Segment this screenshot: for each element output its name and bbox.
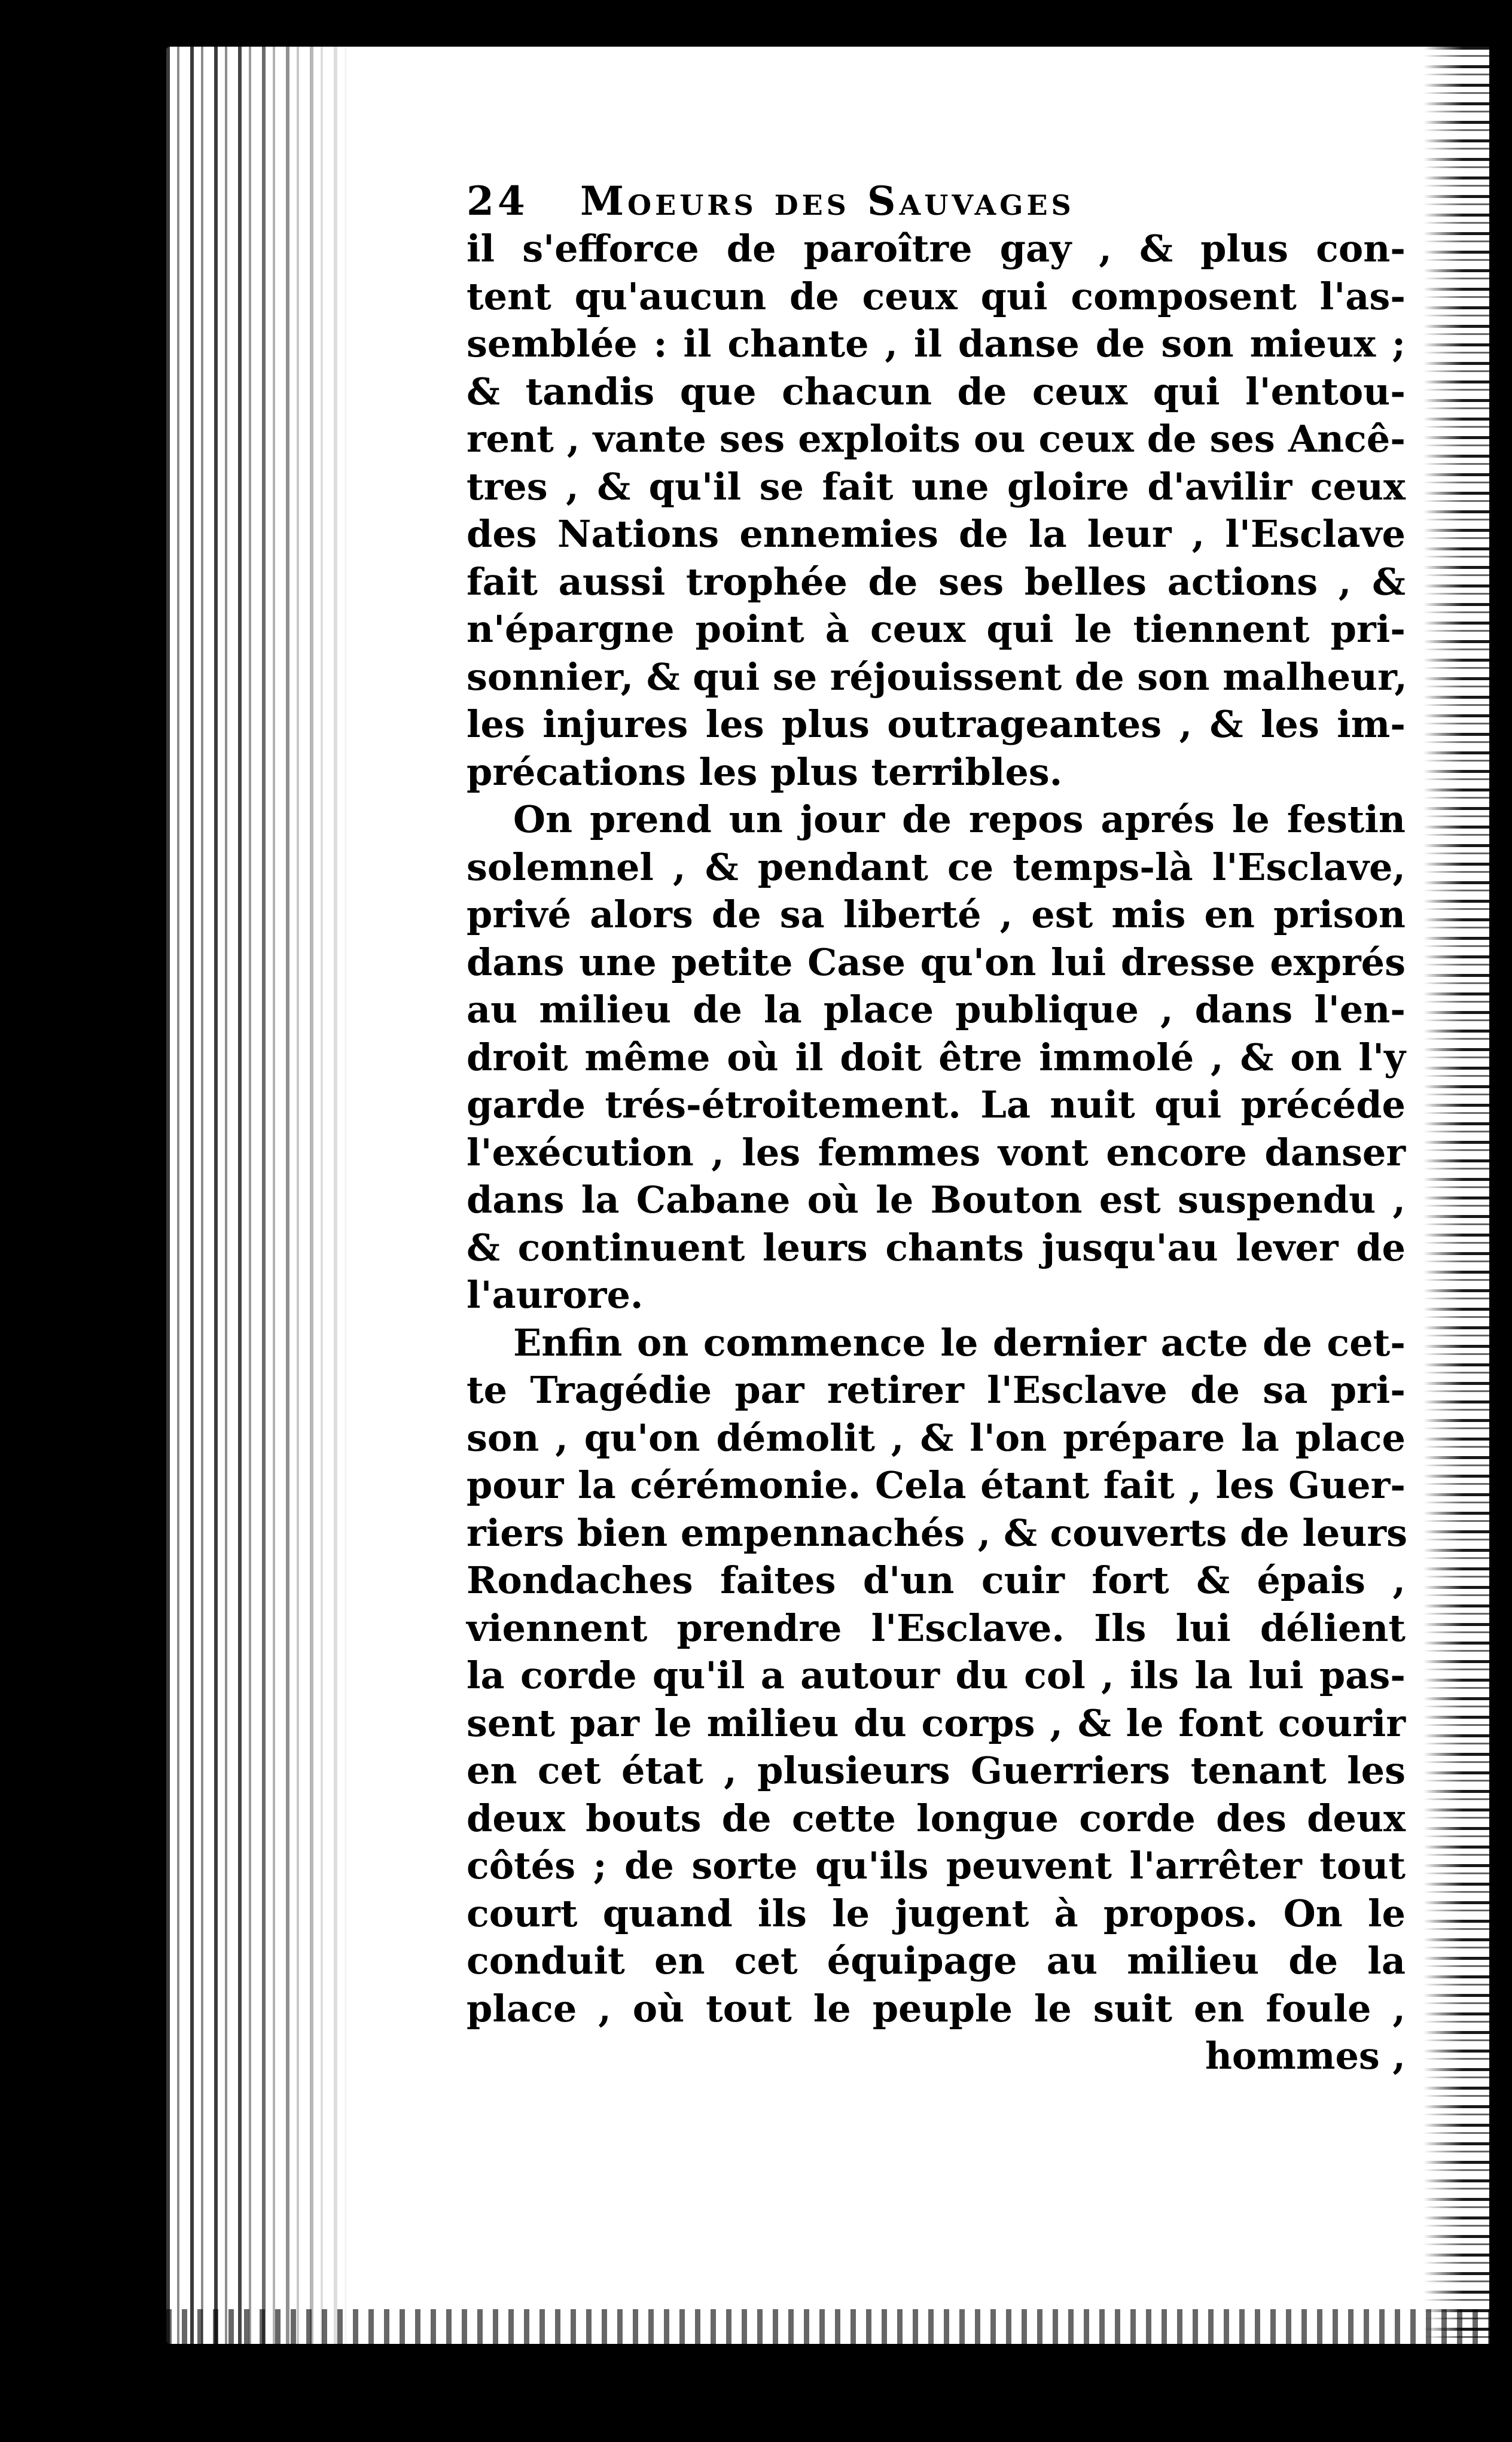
text-line: solemnel , & pendant ce temps-là l'Esclave, — [467, 845, 1406, 889]
text-line: l'aurore. — [467, 1273, 644, 1317]
text-line: sonnier, & qui se réjouissent de son malheur, — [467, 654, 1407, 699]
text-line: tres , & qu'il se fait une gloire d'avilir ceux — [467, 464, 1406, 509]
text-line: l'exécution , les femmes vont encore danser — [467, 1130, 1406, 1174]
text-line: & continuent leurs chants jusqu'au lever de — [467, 1225, 1406, 1269]
text-line: riers bien empennachés , & couverts de leurs — [467, 1511, 1407, 1555]
text-line: en cet état , plusieurs Guerriers tenant les — [467, 1749, 1406, 1792]
text-line: place , où tout le peuple le suit en foule , — [467, 1986, 1406, 2030]
text-line: conduit en cet équipage au milieu de la — [467, 1939, 1406, 1983]
page-edge-bottom — [166, 2309, 1489, 2344]
text-line: Rondaches faites d'un cuir fort & épais , — [467, 1558, 1406, 1602]
running-head: Moeurs des Sauvages — [580, 178, 1075, 224]
text-line: fait aussi trophée de ses belles actions , & — [467, 559, 1406, 604]
binding-shadow — [166, 47, 358, 2344]
text-line: deux bouts de cette longue corde des deux — [467, 1796, 1406, 1840]
text-line: il s'efforce de paroître gay , & plus con- — [467, 227, 1406, 270]
text-line: te Tragédie par retirer l'Esclave de sa pri- — [467, 1368, 1406, 1412]
paragraph-start-line: Enfin on commence le dernier acte de cet- — [513, 1320, 1406, 1365]
text-line: droit même où il doit être immolé , & on l'y — [467, 1035, 1406, 1079]
text-line: des Nations ennemies de la leur , l'Esclave — [467, 512, 1406, 556]
text-line: côtés ; de sorte qu'ils peuvent l'arrêter tout — [467, 1844, 1406, 1887]
text-line: dans la Cabane où le Bouton est suspendu , — [467, 1178, 1406, 1222]
text-line: au milieu de la place publique , dans l'en- — [467, 988, 1406, 1031]
text-line: tent qu'aucun de ceux qui composent l'as- — [467, 274, 1406, 318]
text-line: garde trés-étroitement. La nuit qui précéde — [467, 1083, 1406, 1126]
catchword: hommes , — [1205, 2034, 1406, 2078]
page-header — [467, 177, 1406, 225]
text-line: semblée : il chante , il danse de son mieux ; — [467, 322, 1406, 366]
paragraph-start-line: On prend un jour de repos aprés le festin — [513, 797, 1406, 841]
text-line: viennent prendre l'Esclave. Ils lui délient — [467, 1606, 1406, 1650]
text-block — [467, 177, 1406, 2080]
page-number: 24 — [467, 178, 529, 224]
text-line: sent par le milieu du corps , & le font courir — [467, 1701, 1406, 1745]
text-line: rent , vante ses exploits ou ceux de ses Ancê- — [467, 417, 1406, 461]
text-line: précations les plus terribles. — [467, 750, 1063, 794]
text-line: n'épargne point à ceux qui le tiennent pri- — [467, 607, 1406, 651]
text-line: son , qu'on démolit , & l'on prépare la place — [467, 1415, 1406, 1460]
text-line: la corde qu'il a autour du col , ils la lui pas- — [467, 1654, 1406, 1697]
text-line: & tandis que chacun de ceux qui l'entou- — [467, 369, 1406, 413]
page-edge-right — [1423, 47, 1489, 2344]
text-line: court quand ils le jugent à propos. On le — [467, 1891, 1406, 1935]
text-line: pour la cérémonie. Cela étant fait , les Guer- — [467, 1463, 1406, 1507]
text-line: dans une petite Case qu'on lui dresse exprés — [467, 940, 1406, 984]
text-line: privé alors de sa liberté , est mis en prison — [467, 893, 1406, 936]
text-line: les injures les plus outrageantes , & les im- — [467, 702, 1406, 746]
